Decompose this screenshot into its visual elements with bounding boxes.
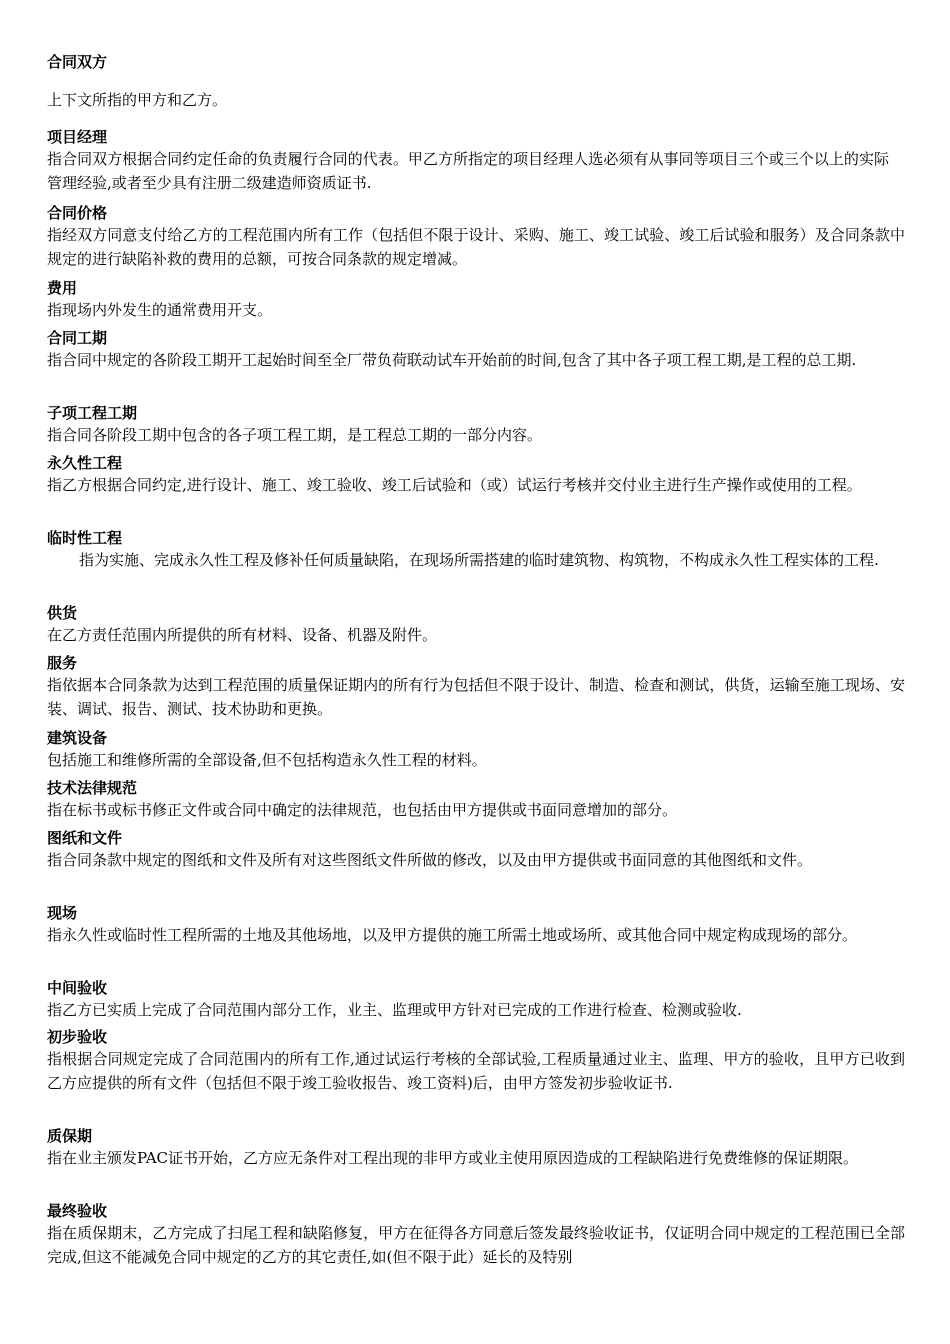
term-definition: 指依据本合同条款为达到工程范围的质量保证期内的所有行为包括但不限于设计、制造、检查和测试，供货，运输至施工现场、安装、调试、报告、测试、技术协助和更换。 <box>47 676 905 718</box>
term-heading: 合同价格 <box>47 204 108 222</box>
entry-project-manager <box>47 127 905 195</box>
entry-contract-period <box>47 328 905 372</box>
entry-services <box>47 653 905 721</box>
entry-final-acceptance <box>47 1201 905 1269</box>
term-heading: 临时性工程 <box>47 529 123 547</box>
term-definition: 指根据合同规定完成了合同范围内的所有工作,通过试运行考核的全部试验,工程质量通过业主、监理、甲方的验收，且甲方已收到乙方应提供的所有文件（包括但不限于竣工验收报告、竣工资料)后，由甲方签发初步验收证书. <box>47 1050 905 1092</box>
entry-site <box>47 903 905 947</box>
entry-costs <box>47 278 905 322</box>
term-heading: 费用 <box>47 279 78 297</box>
entry-subproject-period <box>47 403 905 447</box>
term-heading: 图纸和文件 <box>47 829 123 847</box>
term-definition: 指乙方根据合同约定,进行设计、施工、竣工验收、竣工后试验和（或）试运行考核并交付业主进行生产操作或使用的工程。 <box>47 476 862 494</box>
term-heading: 技术法律规范 <box>47 779 138 797</box>
term-heading: 中间验收 <box>47 979 108 997</box>
term-heading: 最终验收 <box>47 1202 108 1220</box>
term-heading: 项目经理 <box>47 128 108 146</box>
term-definition: 指永久性或临时性工程所需的土地及其他场地，以及甲方提供的施工所需土地或场所、或其他合同中规定构成现场的部分。 <box>47 926 858 944</box>
term-heading: 合同工期 <box>47 329 108 347</box>
term-heading: 合同双方 <box>47 53 108 71</box>
term-heading: 初步验收 <box>47 1028 108 1046</box>
term-heading: 质保期 <box>47 1127 93 1145</box>
term-definition: 在乙方责任范围内所提供的所有材料、设备、机器及附件。 <box>47 626 438 644</box>
term-definition: 指在质保期末，乙方完成了扫尾工程和缺陷修复，甲方在征得各方同意后签发最终验收证书，仅证明合同中规定的工程范围已全部完成,但这不能减免合同中规定的乙方的其它责任,如(但不限于此）延长的及特别 <box>47 1224 905 1266</box>
entry-contract-price <box>47 203 905 271</box>
term-heading: 子项工程工期 <box>47 404 138 422</box>
term-heading: 建筑设备 <box>47 729 108 747</box>
entry-construction-equipment <box>47 728 905 772</box>
term-definition: 指在标书或标书修正文件或合同中确定的法律规范，也包括由甲方提供或书面同意增加的部分。 <box>47 801 678 819</box>
term-heading: 永久性工程 <box>47 454 123 472</box>
term-definition: 指为实施、完成永久性工程及修补任何质量缺陷，在现场所需搭建的临时建筑物、构筑物，不构成永久性工程实体的工程. <box>79 551 879 569</box>
entry-interim-acceptance <box>47 978 905 1022</box>
entry-permanent-works <box>47 453 905 497</box>
term-definition: 指经双方同意支付给乙方的工程范围内所有工作（包括但不限于设计、采购、施工、竣工试验、竣工后试验和服务）及合同条款中规定的进行缺陷补救的费用的总额，可按合同条款的规定增减。 <box>47 226 905 268</box>
entry-preliminary-acceptance <box>47 1027 905 1095</box>
entry-warranty-period <box>47 1126 905 1170</box>
term-definition: 指合同双方根据合同约定任命的负责履行合同的代表。甲乙方所指定的项目经理人选必须有从事同等项目三个或三个以上的实际管理经验,或者至少具有注册二级建造师资质证书. <box>47 150 889 192</box>
term-heading: 服务 <box>47 654 78 672</box>
entry-drawings-documents <box>47 828 905 872</box>
term-definition: 指现场内外发生的通常费用开支。 <box>47 301 273 319</box>
entry-technical-regulations <box>47 778 905 822</box>
entry-contract-parties <box>47 52 905 112</box>
term-definition: 指合同各阶段工期中包含的各子项工程工期，是工程总工期的一部分内容。 <box>47 426 543 444</box>
term-definition: 指乙方已实质上完成了合同范围内部分工作，业主、监理或甲方针对已完成的工作进行检查、检测或验收. <box>47 1001 742 1019</box>
entry-supply <box>47 603 905 647</box>
term-definition: 指合同条款中规定的图纸和文件及所有对这些图纸文件所做的修改，以及由甲方提供或书面同意的其他图纸和文件。 <box>47 851 813 869</box>
term-heading: 供货 <box>47 604 78 622</box>
term-definition: 指合同中规定的各阶段工期开工起始时间至全厂带负荷联动试车开始前的时间,包含了其中各子项工程工期,是工程的总工期. <box>47 351 857 369</box>
term-definition: 指在业主颁发PAC证书开始，乙方应无条件对工程出现的非甲方或业主使用原因造成的工程缺陷进行免费维修的保证期限。 <box>47 1149 859 1167</box>
term-definition: 上下文所指的甲方和乙方。 <box>47 91 228 109</box>
term-heading: 现场 <box>47 904 78 922</box>
entry-temporary-works <box>47 528 905 572</box>
term-definition: 包括施工和维修所需的全部设备,但不包括构造永久性工程的材料。 <box>47 751 487 769</box>
